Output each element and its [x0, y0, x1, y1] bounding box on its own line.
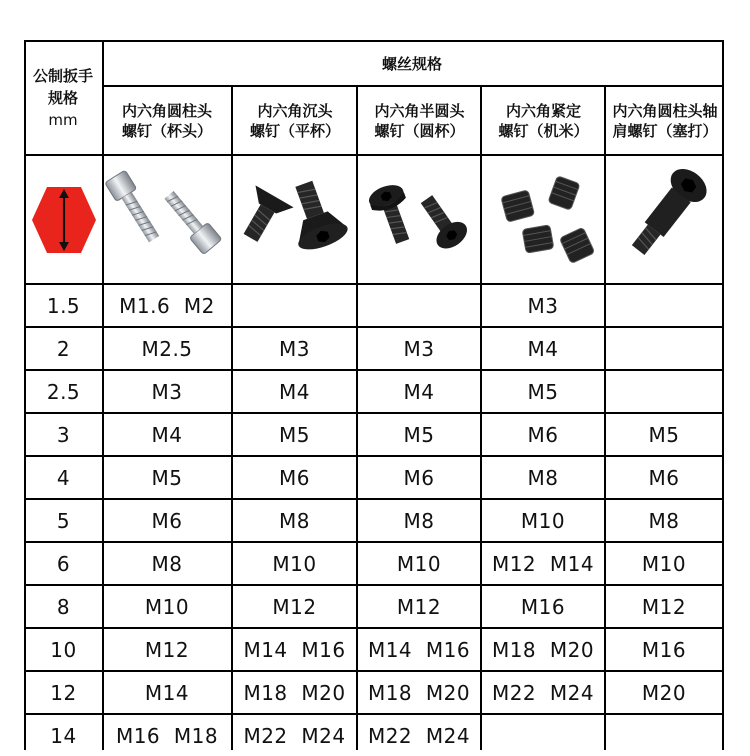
cell-shoulder-screw: M5 [648, 422, 680, 447]
cell-wrench-size: 2.5 [46, 379, 81, 404]
col-header-button-head [358, 87, 481, 154]
grid-line [102, 85, 724, 87]
cell-button-head: M22 M24 [367, 723, 471, 748]
cell-button-head: M5 [403, 422, 435, 447]
cell-set-screw: M16 [520, 594, 566, 619]
cell-cup-head: M3 [151, 379, 183, 404]
cell-cup-head: M6 [151, 508, 183, 533]
cell-button-head: M18 M20 [367, 680, 471, 705]
cell-flat-head: M5 [279, 422, 310, 447]
cell-wrench-size: 2 [56, 336, 71, 361]
cell-flat-head: M8 [279, 508, 310, 533]
col-header-flat-head-line-1: 内六角沉头 [257, 101, 333, 120]
col-header-set-screw [482, 87, 605, 154]
grid-line [24, 369, 724, 371]
cell-button-head: M10 [396, 551, 442, 576]
cell-flat-head: M18 M20 [243, 680, 346, 705]
grid-line [24, 412, 724, 414]
cell-wrench-size: 3 [56, 422, 71, 447]
cell-flat-head: M12 [272, 594, 317, 619]
set-screw-photo [482, 157, 605, 283]
cell-set-screw: M22 M24 [491, 680, 595, 705]
cell-shoulder-screw: M20 [641, 680, 687, 705]
cell-cup-head: M12 [144, 637, 190, 662]
grid-line [24, 670, 724, 672]
grid-line [24, 455, 724, 457]
grid-line [24, 627, 724, 629]
grid-line [604, 85, 606, 750]
cell-set-screw: M3 [527, 293, 559, 318]
cell-cup-head: M1.6 M2 [119, 293, 215, 318]
cell-shoulder-screw: M12 [641, 594, 687, 619]
col-header-cup-head-line-1: 内六角圆柱头 [121, 101, 212, 120]
grid-line [102, 40, 104, 750]
cell-flat-head: M14 M16 [243, 637, 346, 662]
cell-set-screw: M8 [527, 465, 559, 490]
col-header-shoulder-screw [606, 87, 724, 154]
grid-line [722, 40, 724, 750]
cell-shoulder-screw: M8 [648, 508, 680, 533]
grid-line [24, 40, 26, 750]
hex-wrench-size-icon [26, 157, 102, 283]
cell-wrench-size: 10 [50, 637, 77, 662]
cell-flat-head: M4 [279, 379, 310, 404]
grid-line [24, 326, 724, 328]
grid-line [24, 713, 724, 715]
col-header-set-screw-line-2: 螺钉（机米） [498, 121, 589, 140]
cell-wrench-size: 4 [56, 465, 71, 490]
cell-set-screw: M4 [527, 336, 559, 361]
cell-shoulder-screw [606, 285, 722, 326]
col-header-button-head-line-2: 螺钉（圆杯） [374, 121, 465, 140]
cell-cup-head: M10 [144, 594, 190, 619]
cell-shoulder-screw: M16 [641, 637, 687, 662]
cell-wrench-size: 1.5 [46, 293, 81, 318]
cell-button-head: M4 [403, 379, 435, 404]
grid-line [24, 154, 724, 156]
cell-wrench-size: 8 [56, 594, 71, 619]
cell-button-head: M6 [403, 465, 435, 490]
grid-line [24, 541, 724, 543]
col-header-shoulder-screw-line-2: 肩螺钉（塞打） [612, 121, 718, 140]
cell-wrench-size: 14 [50, 723, 77, 748]
grid-line [24, 40, 724, 42]
cell-flat-head: M3 [279, 336, 310, 361]
cell-set-screw: M10 [520, 508, 566, 533]
cell-shoulder-screw [606, 371, 722, 412]
cell-cup-head: M2.5 [141, 336, 193, 361]
col-header-button-head-line-1: 内六角半圆头 [374, 101, 465, 120]
cell-flat-head: M6 [279, 465, 310, 490]
button-head-screw-photo [358, 157, 481, 283]
wrench-size-header-line-1: 公制扳手 [32, 67, 93, 85]
cell-button-head: M3 [403, 336, 435, 361]
cell-cup-head: M4 [151, 422, 183, 447]
grid-line [480, 85, 482, 750]
grid-line [24, 584, 724, 586]
cell-flat-head: M10 [272, 551, 317, 576]
cell-cup-head: M8 [151, 551, 183, 576]
cell-button-head: M8 [403, 508, 435, 533]
cell-set-screw: M12 M14 [491, 551, 595, 576]
cell-wrench-size: 6 [56, 551, 71, 576]
cell-wrench-size: 5 [56, 508, 71, 533]
grid-line [231, 85, 233, 750]
cell-wrench-size: 12 [50, 680, 77, 705]
cell-set-screw: M5 [527, 379, 559, 404]
grid-line [24, 283, 724, 285]
col-header-shoulder-screw-line-1: 内六角圆柱头轴 [612, 101, 718, 120]
cell-flat-head: M22 M24 [243, 723, 346, 748]
col-header-flat-head [233, 87, 357, 154]
screw-spec-group-header: 螺丝规格 [381, 55, 442, 73]
cell-set-screw: M18 M20 [491, 637, 595, 662]
col-header-cup-head [103, 87, 231, 154]
cell-shoulder-screw: M6 [648, 465, 680, 490]
wrench-size-header-line-3: mm [48, 111, 78, 129]
cell-set-screw: M6 [527, 422, 559, 447]
col-header-cup-head-line-2: 螺钉（杯头） [121, 121, 212, 140]
cell-shoulder-screw: M10 [641, 551, 687, 576]
col-header-flat-head-line-2: 螺钉（平杯） [249, 121, 340, 140]
cell-button-head [358, 285, 480, 326]
grid-line [24, 498, 724, 500]
wrench-size-header [24, 42, 102, 154]
flat-head-screw-photo [233, 157, 357, 283]
cell-flat-head [233, 285, 356, 326]
cell-cup-head: M16 M18 [115, 723, 219, 748]
col-header-set-screw-line-1: 内六角紧定 [505, 101, 581, 120]
cup-head-screw-photo [104, 157, 231, 283]
cell-cup-head: M14 [144, 680, 190, 705]
cell-cup-head: M5 [151, 465, 183, 490]
cell-shoulder-screw [606, 328, 722, 369]
shoulder-screw-photo [606, 157, 722, 283]
grid-line [356, 85, 358, 750]
cell-button-head: M12 [396, 594, 442, 619]
cell-button-head: M14 M16 [367, 637, 471, 662]
wrench-size-header-line-2: 规格 [47, 89, 78, 107]
